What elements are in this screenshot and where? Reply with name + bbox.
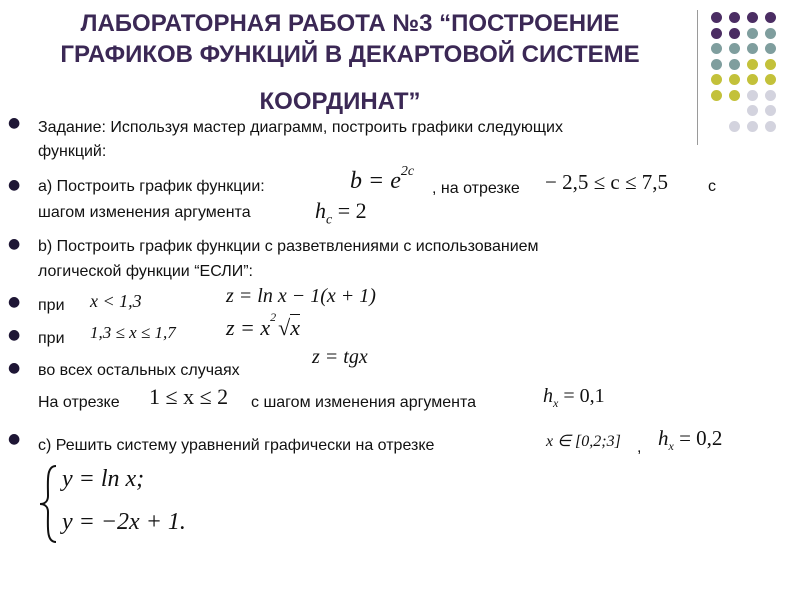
decorative-dot: [711, 28, 722, 39]
step-formula: $h_x = 0,1$: [543, 385, 605, 410]
decorative-dot: [711, 12, 722, 23]
page-title: [10, 8, 690, 70]
system-equation-2: y = −2x + 1.: [62, 509, 186, 535]
decorative-dot: [729, 12, 740, 23]
item-a-text: а) Построить график функции:: [38, 178, 265, 195]
segment-label: На отрезке: [38, 394, 120, 411]
bullet-icon: ●: [8, 360, 21, 376]
decorative-dot: [747, 90, 758, 101]
segment-range: 1 ≤ x ≤ 2: [149, 384, 229, 409]
decorative-dot: [765, 121, 776, 132]
condition-1-range: x < 1,3: [90, 291, 142, 311]
decorative-dot: [729, 121, 740, 132]
bullet-icon: ●: [8, 294, 21, 310]
item-a-range: − 2,5 ≤ c ≤ 7,5: [545, 170, 668, 194]
item-b-line-2: логической функции “ЕСЛИ”:: [38, 263, 253, 280]
decorative-dot: [747, 74, 758, 85]
function-3-formula: z = tgx: [312, 346, 368, 368]
item-c-text: с) Решить систему уравнений графически на отрезке: [38, 437, 435, 454]
title-line-2: ГРАФИКОВ ФУНКЦИЙ В ДЕКАРТОВОЙ СИСТЕМЕ: [60, 41, 640, 68]
task-intro-line-1: Задание: Используя мастер диаграмм, построить графики следующих: [38, 119, 563, 136]
system-brace-icon: [38, 464, 60, 544]
decorative-dot: [765, 59, 776, 70]
title-divider: [697, 10, 698, 145]
decorative-dot: [729, 28, 740, 39]
decorative-dot: [765, 12, 776, 23]
item-c-range: x ∈ [0,2;3]: [546, 433, 621, 450]
decorative-dot: [729, 43, 740, 54]
bullet-icon: ●: [8, 177, 21, 193]
decorative-dot: [729, 74, 740, 85]
title-line-3: КООРДИНАТ”: [259, 88, 421, 115]
decorative-dot: [747, 43, 758, 54]
system-equation-1: y = ln x;: [62, 466, 145, 492]
decorative-dot: [729, 59, 740, 70]
other-cases-label: во всех остальных случаях: [38, 362, 240, 379]
decorative-dot: [711, 59, 722, 70]
condition-2-label: при: [38, 330, 65, 347]
decorative-dot: [747, 121, 758, 132]
item-c-step-formula: $h_x = 0,2$: [658, 426, 723, 454]
condition-1-label: при: [38, 297, 65, 314]
function-1-formula: z = ln x − 1(x + 1): [226, 285, 376, 307]
item-a-step-text: шагом изменения аргумента: [38, 204, 251, 221]
bullet-icon: ●: [8, 431, 21, 447]
decorative-dot: [711, 74, 722, 85]
bullet-icon: ●: [8, 236, 21, 252]
title-line-1: ЛАБОРАТОРНАЯ РАБОТА №3 “ПОСТРОЕНИЕ: [80, 10, 620, 37]
decorative-dot: [765, 28, 776, 39]
decorative-dot: [747, 59, 758, 70]
item-b-line-1: b) Построить график функции с разветвлениями с использованием: [38, 238, 539, 255]
decorative-dot: [711, 43, 722, 54]
decorative-dot: [711, 90, 722, 101]
decorative-dot: [747, 28, 758, 39]
step-label: с шагом изменения аргумента: [251, 394, 477, 411]
decorative-dot: [747, 12, 758, 23]
decorative-dot: [765, 43, 776, 54]
item-a-range-label: , на отрезке: [432, 180, 520, 197]
condition-2-range: 1,3 ≤ x ≤ 1,7: [90, 323, 176, 342]
decorative-dot: [765, 74, 776, 85]
decorative-dot: [765, 90, 776, 101]
decorative-dot: [765, 105, 776, 116]
bullet-icon: ●: [8, 115, 21, 131]
decorative-dot: [729, 90, 740, 101]
decorative-dot: [747, 105, 758, 116]
item-c-comma: ,: [637, 439, 642, 456]
function-2-formula: $z = x^2√x$: [226, 309, 301, 340]
item-a-step-formula: $h_c = 2$: [315, 198, 367, 228]
task-intro-line-2: функций:: [38, 143, 107, 160]
item-a-suffix: с: [708, 178, 716, 195]
bullet-icon: ●: [8, 327, 21, 343]
item-a-formula: $b = e^{2c}$: [350, 164, 415, 194]
